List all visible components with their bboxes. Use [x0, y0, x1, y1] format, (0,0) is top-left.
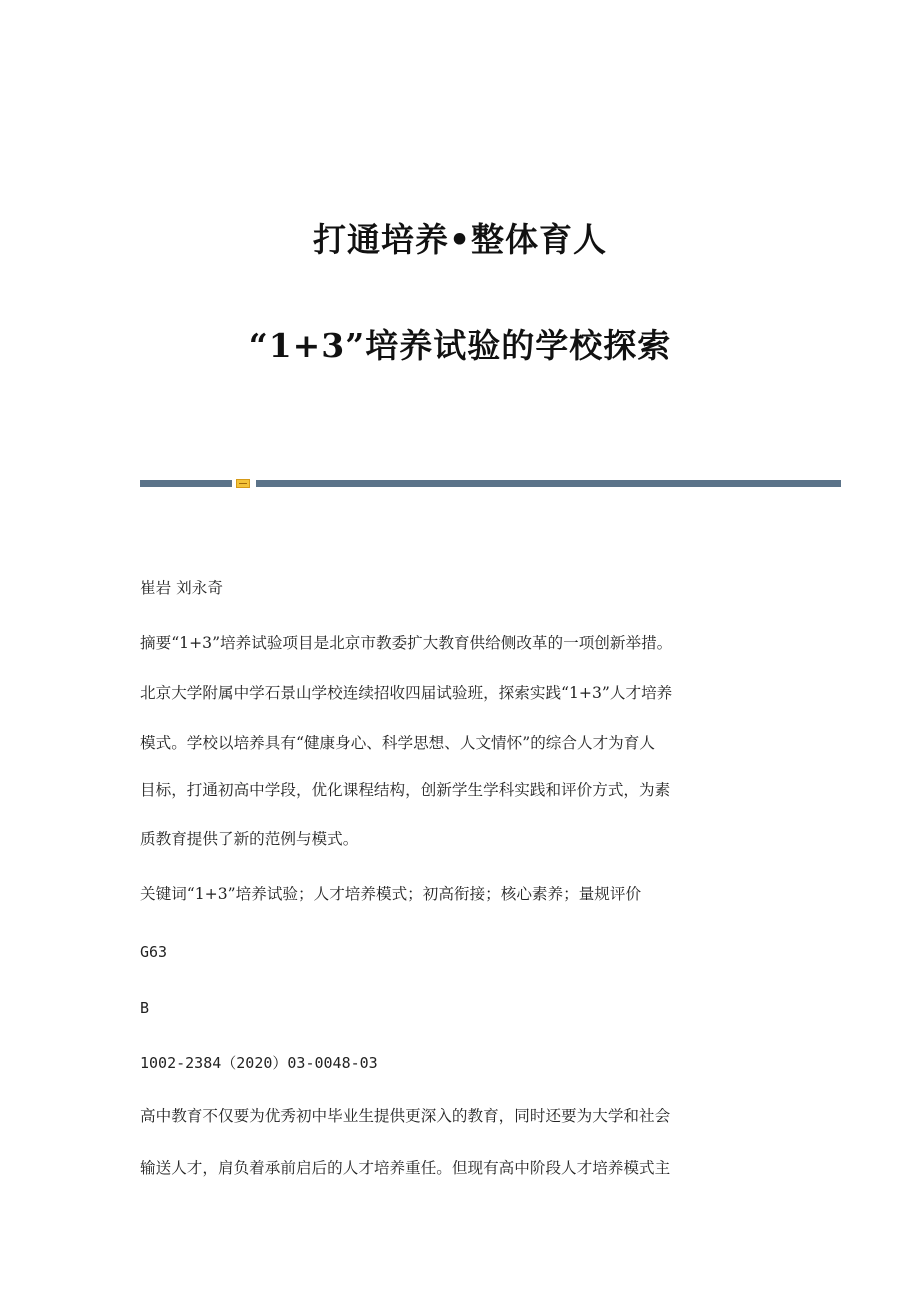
classification-number: G63	[140, 943, 168, 961]
authors: 崔岩 刘永奇	[140, 579, 223, 597]
abstract-line: 模式。学校以培养具有“健康身心、科学思想、人文情怀”的综合人才为育人	[140, 734, 655, 752]
divider-ornament-icon	[236, 479, 250, 488]
keywords: 关键词“1+3”培养试验；人才培养模式；初高衔接；核心素养；量规评价	[140, 885, 642, 903]
document-code: B	[140, 999, 150, 1017]
abstract-line: 质教育提供了新的范例与模式。	[140, 830, 359, 848]
abstract-line: 目标，打通初高中学段，优化课程结构，创新学生学科实践和评价方式，为素	[140, 781, 671, 799]
divider-right-bar	[256, 480, 841, 487]
body-paragraph-line: 输送人才，肩负着承前启后的人才培养重任。但现有高中阶段人才培养模式主	[140, 1159, 671, 1177]
abstract-line: 摘要“1+3”培养试验项目是北京市教委扩大教育供给侧改革的一项创新举措。	[140, 634, 673, 652]
abstract-line: 北京大学附属中学石景山学校连续招收四届试验班，探索实践“1+3”人才培养	[140, 684, 673, 702]
title-line-2: “1+3”培养试验的学校探索	[248, 326, 672, 365]
divider-left-bar	[140, 480, 232, 487]
issn-code: 1002-2384（2020）03-0048-03	[140, 1054, 378, 1072]
title-divider	[140, 479, 841, 488]
body-paragraph-line: 高中教育不仅要为优秀初中毕业生提供更深入的教育，同时还要为大学和社会	[140, 1107, 671, 1125]
title-line-1: 打通培养•整体育人	[312, 220, 608, 259]
